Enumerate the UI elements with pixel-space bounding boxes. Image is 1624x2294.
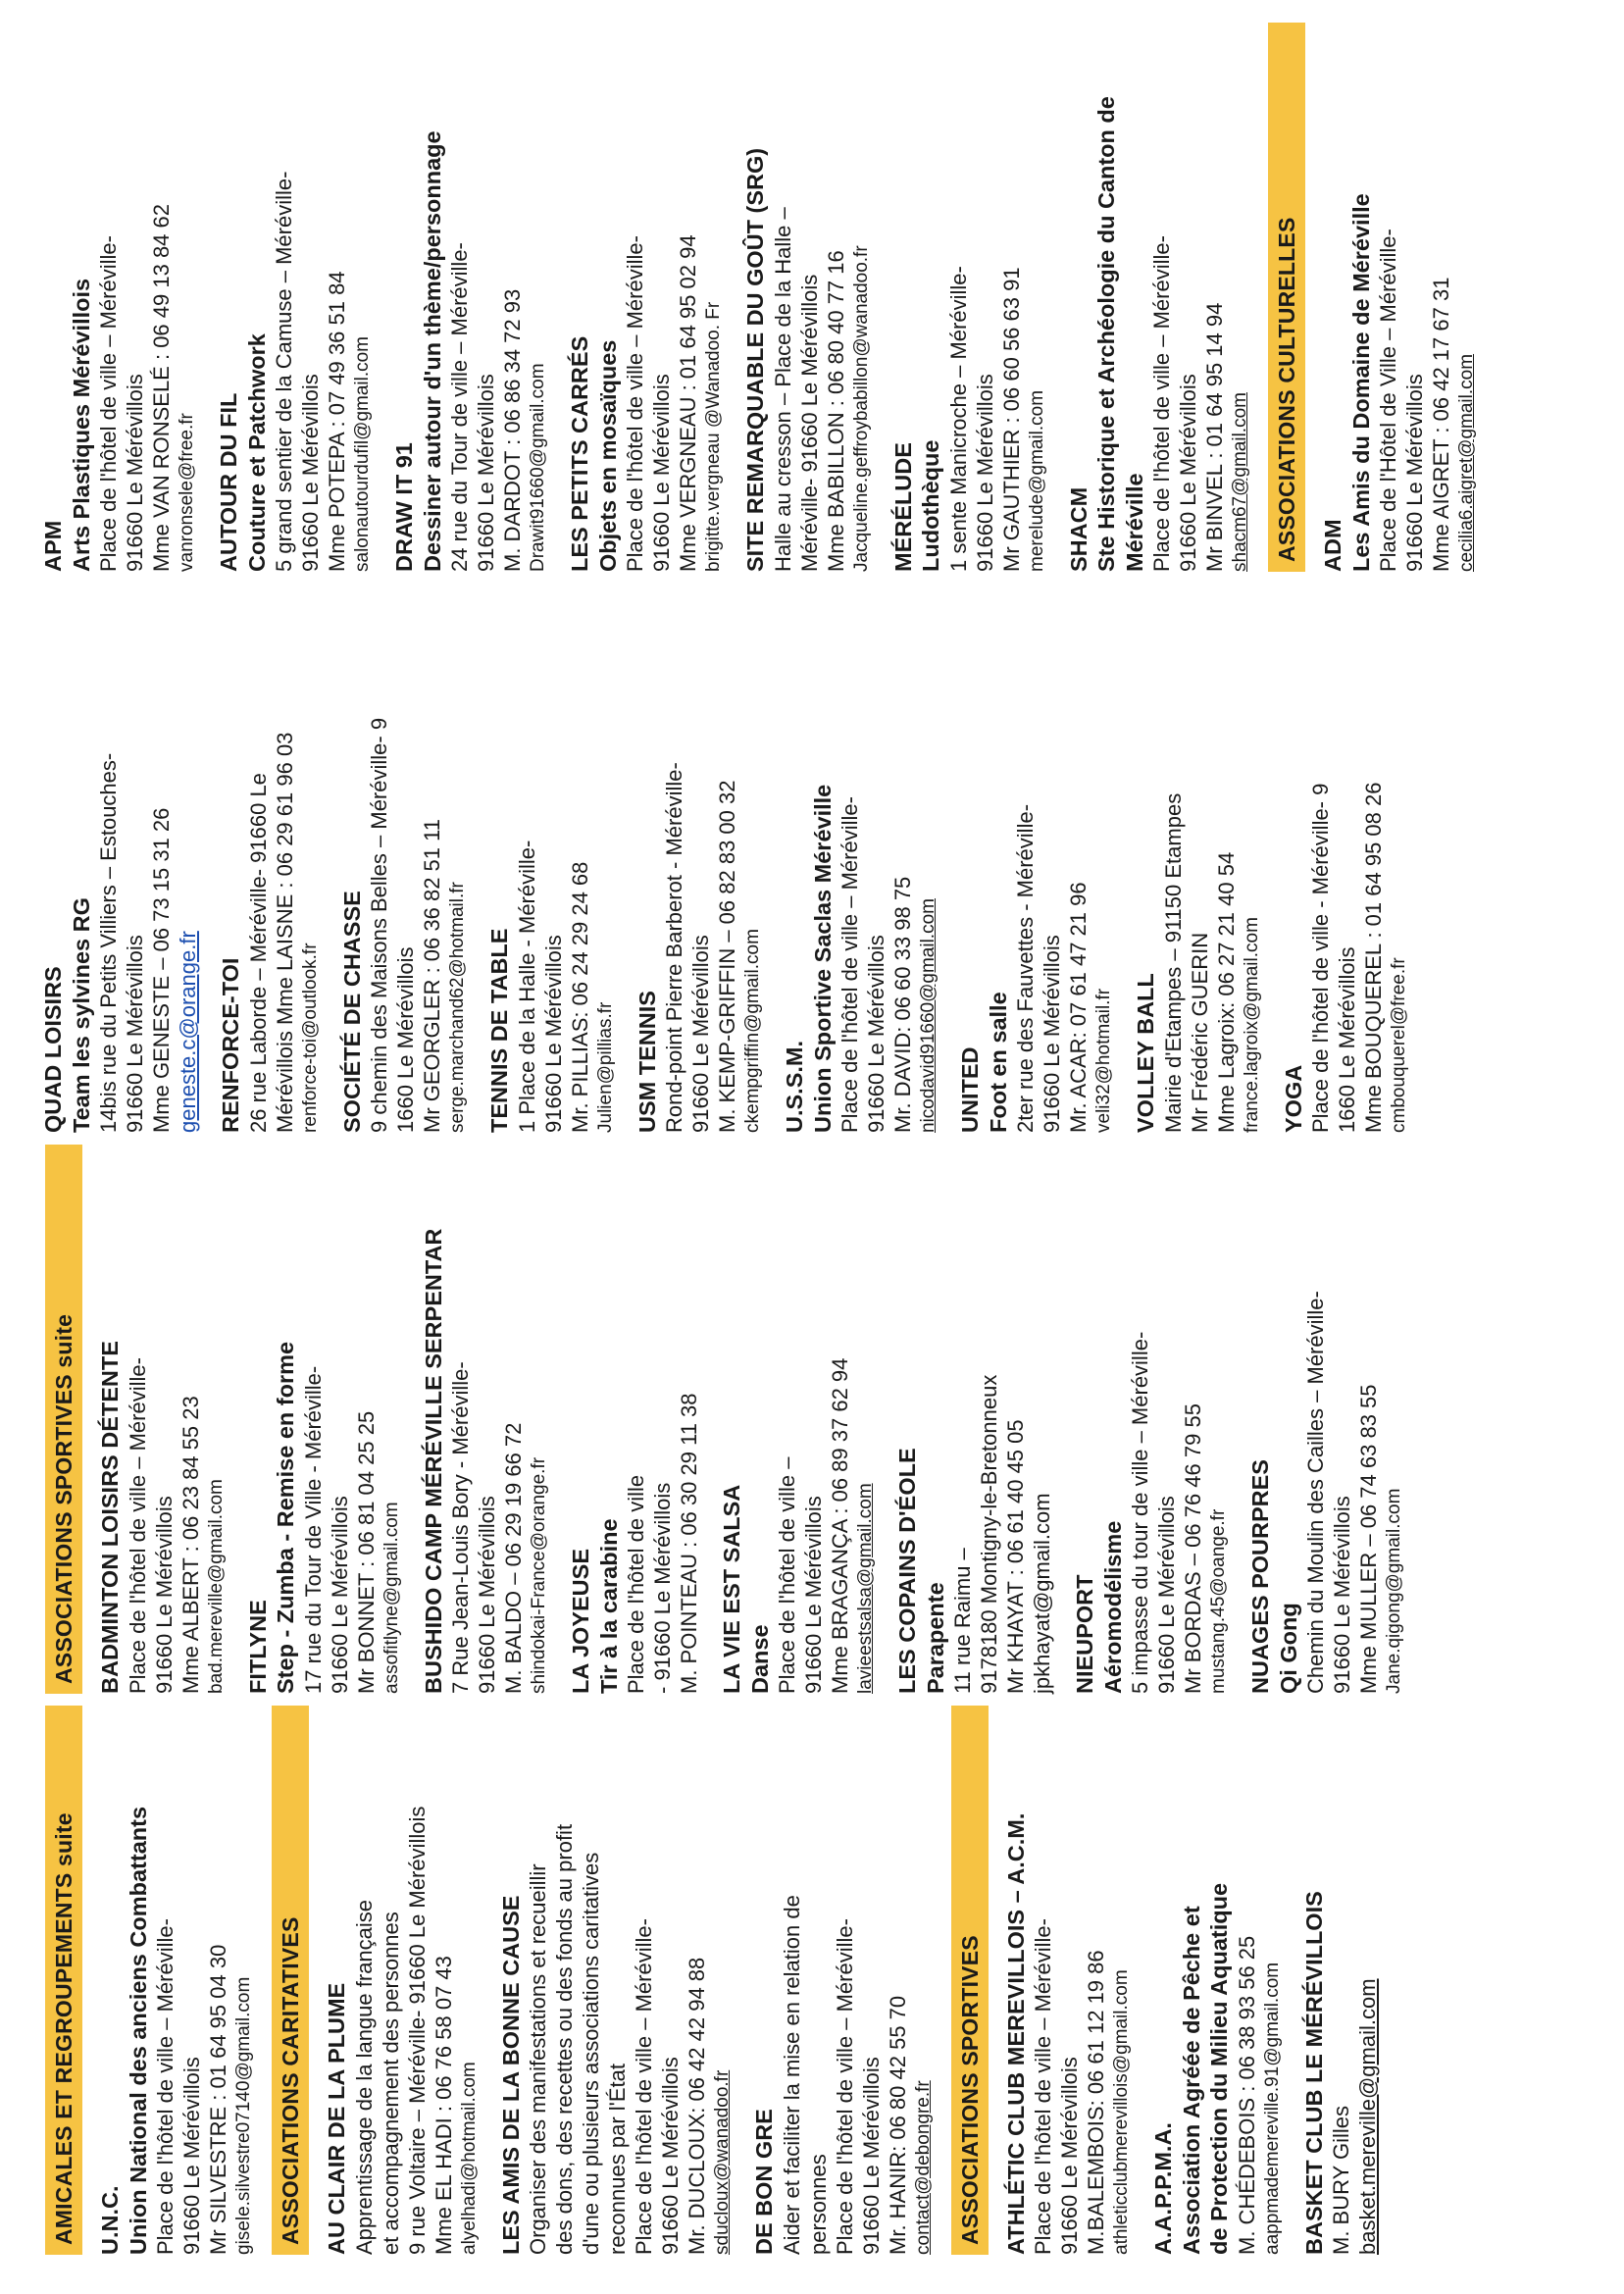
entry-line: 91660 Le Mérévillois bbox=[1176, 374, 1200, 572]
entry-line: 9 rue Voltaire – Méréville- 91660 Le Mérévillois bbox=[404, 1806, 430, 2255]
entry-line: Rond-point Pierre Barberot - Méréville- bbox=[662, 762, 686, 1133]
association-name: UNITED bbox=[957, 1046, 983, 1133]
entry-line: Mme AIGRET : 06 42 17 67 31 bbox=[1429, 277, 1453, 572]
association-name: LES AMIS DE LA BONNE CAUSE bbox=[497, 1895, 524, 2255]
association-name: NUAGES POURPRES bbox=[1247, 1459, 1273, 1694]
email-link[interactable]: nicodavid91660@gmail.com bbox=[918, 898, 939, 1133]
entry-line: reconnues par l'État bbox=[605, 2064, 630, 2255]
association-name: Objets en mosaïques bbox=[594, 339, 621, 572]
association-name: LES COPAINS D'ÉOLE bbox=[894, 1448, 920, 1694]
entry-line: 26 rue Laborde – Méréville- 91660 Le bbox=[245, 773, 271, 1133]
association-name: VOLLEY BALL bbox=[1133, 973, 1158, 1133]
entry-line: 91660 Le Mérévillois bbox=[858, 2057, 884, 2255]
association-entry bbox=[96, 1706, 256, 2255]
association-name: Méréville bbox=[1121, 473, 1147, 572]
entry-line: M. KEMP-GRIFFIN – 06 82 83 00 32 bbox=[715, 780, 739, 1133]
association-name: BADMINTON LOISIRS DÉTENTE bbox=[97, 1341, 123, 1694]
entry-line: 91660 Le Mérévillois bbox=[298, 374, 323, 572]
entry-line: 91660 Le Mérévillois bbox=[688, 935, 713, 1133]
association-name: Aéromodélisme bbox=[1099, 1520, 1126, 1694]
email-link[interactable]: alyelhadi@hotmail.com bbox=[458, 2062, 480, 2255]
association-name: Les Amis du Domaine de Méréville bbox=[1347, 193, 1374, 572]
entry-line: Mr. PILLIAS: 06 24 29 24 68 bbox=[567, 861, 592, 1133]
association-entry bbox=[1246, 1145, 1406, 1694]
entry-line: Mr. HANIR: 06 80 42 55 70 bbox=[885, 1995, 910, 2255]
association-entry bbox=[217, 584, 323, 1133]
association-entry bbox=[718, 1145, 878, 1694]
entry-line: Mme VAN RONSELÉ : 06 49 13 84 62 bbox=[149, 204, 174, 572]
email-link[interactable]: vanronsele@free.fr bbox=[177, 413, 197, 572]
association-name: MÉRÉLUDE bbox=[889, 442, 916, 572]
section-header: ASSOCIATIONS CARITATIVES bbox=[272, 1706, 309, 2255]
entry-line: 5 impasse du tour de ville – Méréville- bbox=[1128, 1331, 1152, 1694]
association-entry bbox=[956, 584, 1116, 1133]
association-name: BASKET CLUB LE MÉRÉVILLOIS bbox=[1300, 1891, 1327, 2255]
email-link[interactable]: brigitte.vergneau @Wanadoo. Fr bbox=[703, 301, 724, 572]
email-link[interactable]: shindokai-France@orange.fr bbox=[529, 1456, 549, 1694]
association-name: Couture et Patchwork bbox=[243, 333, 270, 572]
entry-line: Mme EL HADI : 06 76 58 07 43 bbox=[431, 1956, 456, 2255]
entry-line: 91660 Le Mérévillois bbox=[1330, 1496, 1354, 1694]
entry-line: Place de l'hôtel de ville bbox=[624, 1474, 648, 1694]
entry-line: 91660 Le Mérévillois bbox=[649, 374, 674, 572]
association-name: LES PETITS CARRÉS bbox=[567, 335, 592, 572]
entry-line: Place de l'hôtel de ville – Méréville- bbox=[632, 1918, 656, 2255]
association-name: AUTOUR DU FIL bbox=[216, 392, 241, 572]
email-link[interactable]: salonautourdufil@gmail.com bbox=[352, 335, 373, 572]
entry-line: 91660 Le Mérévillois bbox=[864, 935, 888, 1133]
entry-line: 91660 Le Mérévillois bbox=[475, 1496, 499, 1694]
association-entry bbox=[567, 1145, 702, 1694]
entry-line: d'une ou plusieurs associations caritatives bbox=[579, 1852, 603, 2255]
association-name: DE BON GRE bbox=[751, 2109, 777, 2255]
association-name: APM bbox=[40, 520, 66, 572]
association-entry bbox=[420, 1145, 552, 1694]
email-link[interactable]: veli32@hotmail.fr bbox=[1093, 988, 1114, 1133]
email-link[interactable]: geneste.c@orange.fr bbox=[176, 931, 200, 1133]
entry-line: Mr BINVEL : 01 64 95 14 94 bbox=[1202, 302, 1227, 572]
entry-line: 1 sente Manicroche – Méréville- bbox=[945, 266, 971, 572]
entry-line: Place de l'hôtel de ville – Méréville- bbox=[1031, 1918, 1055, 2255]
entry-line: 7 Rue Jean-Louis Bory - Méréville- bbox=[448, 1361, 473, 1694]
email-link[interactable]: sducloux@wanadoo.fr bbox=[712, 2069, 733, 2255]
entry-line: 91660 Le Mérévillois bbox=[1402, 374, 1427, 572]
association-entry bbox=[1280, 584, 1412, 1133]
entry-line: 91660 Le Mérévillois bbox=[658, 2057, 683, 2255]
association-name: Ludothèque bbox=[918, 439, 943, 572]
entry-line: 1660 Le Mérévillois bbox=[393, 946, 418, 1133]
entry-line: 9 chemin des Maisons Belles – Méréville- 9 bbox=[367, 717, 391, 1133]
association-entry bbox=[1319, 23, 1479, 572]
email-link[interactable]: cmbouquerel@free.fr bbox=[1389, 957, 1409, 1133]
entry-line: Mme ALBERT : 06 23 84 55 23 bbox=[178, 1396, 203, 1694]
entry-line: Mr GEORGLER : 06 36 82 51 11 bbox=[420, 819, 444, 1133]
entry-line: 2ter rue des Fauvettes - Méréville- bbox=[1013, 803, 1038, 1133]
email-link[interactable]: athleticclubmerevillois@gmail.com bbox=[1111, 1969, 1132, 2255]
email-link[interactable]: Jacqueline.geffroybabillon@wanadoo.fr bbox=[850, 245, 872, 572]
association-entry bbox=[750, 1706, 936, 2255]
entry-line: 91660 Le Mérévillois bbox=[1057, 2057, 1082, 2255]
entry-line: 91660 Le Mérévillois bbox=[123, 935, 147, 1133]
association-entry bbox=[39, 584, 201, 1133]
entry-line: Place de l'hôtel de ville – Méréville- bbox=[153, 1918, 178, 2255]
email-link[interactable]: bad.mereville@gmail.com bbox=[205, 1479, 227, 1694]
association-entry bbox=[96, 1145, 228, 1694]
entry-line: Méréville- 91660 Le Mérévillois bbox=[796, 274, 822, 572]
entry-line: 91660 Le Mérévillois bbox=[123, 374, 147, 572]
association-name: Foot en salle bbox=[985, 992, 1011, 1133]
association-entry bbox=[889, 23, 1049, 572]
email-link[interactable]: Jane.qigong@gmail.com bbox=[1384, 1488, 1404, 1694]
entry-line: 91660 Le Mérévillois bbox=[972, 374, 997, 572]
email-link[interactable]: shacm67@gmail.com bbox=[1230, 392, 1250, 572]
entry-line: Mr SILVESTRE : 01 64 95 04 30 bbox=[206, 1944, 230, 2255]
association-name: LA JOYEUSE bbox=[568, 1549, 593, 1694]
entry-line: Place de l'hôtel de ville – bbox=[775, 1456, 799, 1694]
association-name: SHACM bbox=[1065, 486, 1091, 572]
entry-line: 91660 Le Mérévillois bbox=[1154, 1496, 1179, 1694]
entry-line: M. DARDOT : 06 86 34 72 93 bbox=[500, 288, 525, 572]
email-link[interactable]: serge.marchand62@hotmail.fr bbox=[447, 882, 468, 1133]
column-3 bbox=[39, 584, 1427, 1133]
email-link[interactable]: mustang.45@oange.fr bbox=[1208, 1508, 1229, 1694]
association-name: Arts Plastiques Mérévillois bbox=[68, 278, 94, 572]
association-entry bbox=[485, 584, 618, 1133]
association-entry bbox=[741, 23, 874, 572]
association-entry bbox=[566, 23, 726, 572]
section-header: ASSOCIATIONS SPORTIVES bbox=[951, 1706, 989, 2255]
association-name: QUAD LOISIRS bbox=[40, 966, 66, 1133]
association-name: Association Agréée de Pêche et bbox=[1178, 1906, 1204, 2255]
association-name: SITE REMARQUABLE DU GOÛT (SRG) bbox=[742, 147, 768, 572]
association-name: U.N.C. bbox=[97, 2185, 123, 2255]
email-link[interactable]: Drawit91660@gmail.com bbox=[528, 363, 548, 572]
association-name: Step - Zumba - Remise en forme bbox=[273, 1341, 298, 1694]
entry-line: Chemin du Moulin des Cailles – Méréville- bbox=[1303, 1291, 1328, 1694]
entry-line: 1660 Le Mérévillois bbox=[1335, 946, 1359, 1133]
association-entry bbox=[39, 23, 199, 572]
email-link[interactable]: basket.mereville@gmail.com bbox=[1355, 1978, 1380, 2255]
entry-line: Aider et faciliter la mise en relation de bbox=[779, 1895, 804, 2255]
email-link[interactable]: Julien@pillias.fr bbox=[594, 1001, 616, 1133]
entry-line: Mérévillois Mme LAISNE : 06 29 61 96 03 bbox=[272, 732, 297, 1133]
email-link[interactable]: gisele.silvestre07140@gmail.com bbox=[233, 1976, 254, 2255]
association-name: Tir à la carabine bbox=[595, 1518, 622, 1694]
association-entry bbox=[1071, 1145, 1231, 1694]
association-name: A.A.P.P.M.A. bbox=[1150, 2122, 1176, 2255]
entry-line: - 91660 Le Mérévillois bbox=[650, 1482, 675, 1694]
entry-line: Apprentissage de la langue française bbox=[351, 1899, 377, 2255]
association-name: FITLYNE bbox=[244, 1600, 271, 1694]
email-link[interactable]: renforce-toi@outlook.fr bbox=[299, 943, 321, 1133]
entry-line: Place de l'hôtel de ville – Méréville- bbox=[96, 235, 121, 572]
entry-line: Mme Lagroix: 06 27 21 40 54 bbox=[1213, 851, 1239, 1133]
entry-line: Mr GAUTHIER : 06 60 56 63 91 bbox=[998, 267, 1024, 572]
association-entry bbox=[338, 584, 471, 1133]
entry-line: Place de l'hôtel de ville – Méréville- bbox=[623, 235, 647, 572]
entry-line: M.BALEMBOIS: 06 61 12 19 86 bbox=[1084, 1950, 1108, 2255]
association-entry bbox=[244, 1145, 404, 1694]
association-entry bbox=[1065, 23, 1253, 572]
entry-line: Mme BABILLON : 06 80 40 77 16 bbox=[823, 250, 848, 572]
entry-line: Mr BONNET : 06 81 04 25 25 bbox=[353, 1410, 379, 1694]
association-name: SOCIÉTÉ DE CHASSE bbox=[338, 891, 365, 1133]
column-2 bbox=[39, 1145, 1422, 1694]
entry-line: personnes bbox=[805, 2154, 831, 2255]
entry-line: 24 rue du Tour de ville – Méréville- bbox=[447, 242, 472, 572]
entry-line: Mr BORDAS – 06 76 46 79 55 bbox=[1181, 1403, 1205, 1694]
association-entry bbox=[497, 1706, 736, 2255]
entry-line: Organiser des manifestations et recueillir bbox=[526, 1863, 550, 2255]
association-name: U.S.S.M. bbox=[782, 1040, 807, 1133]
entry-line: 91660 Le Mérévillois bbox=[179, 2057, 204, 2255]
association-name: NIEUPORT bbox=[1072, 1574, 1097, 1694]
entry-line: 91660 Le Mérévillois bbox=[474, 374, 498, 572]
association-name: Ste Historique et Archéologie du Canton de bbox=[1093, 96, 1119, 572]
association-entry bbox=[323, 1706, 482, 2255]
association-name: Union National des anciens Combattants bbox=[125, 1806, 151, 2255]
email-link[interactable]: merelude@gmail.com bbox=[1026, 389, 1047, 572]
entry-line: 11 rue Raimu – bbox=[950, 1548, 975, 1694]
entry-line: Mr. DUCLOUX: 06 42 42 94 88 bbox=[685, 1957, 709, 2255]
entry-line: M. BALDO – 06 29 19 66 72 bbox=[501, 1422, 526, 1694]
entry-line: 91660 Le Mérévillois bbox=[801, 1496, 826, 1694]
email-link[interactable]: ckempgriffin@gmail.com bbox=[742, 929, 763, 1133]
entry-line: 5 grand sentier de la Camuse – Méréville- bbox=[272, 171, 296, 572]
association-entry bbox=[390, 23, 550, 572]
association-entry bbox=[215, 23, 375, 572]
entry-line: Mr. DAVID: 06 60 33 98 75 bbox=[890, 876, 915, 1133]
entry-line: Mairie d'Etampes – 91150 Etampes bbox=[1160, 792, 1186, 1133]
association-entry bbox=[781, 584, 940, 1133]
association-name: LA VIE EST SALSA bbox=[719, 1484, 744, 1694]
association-name: TENNIS DE TABLE bbox=[486, 928, 512, 1133]
entry-line: des dons, des recettes ou des fonds au profit bbox=[552, 1823, 577, 2255]
entry-line: Mme GENESTE – 06 73 15 31 26 bbox=[149, 807, 174, 1133]
entry-line: 14bis rue du Petits Villiers – Estouches- bbox=[96, 752, 121, 1133]
entry-line: 91660 Le Mérévillois bbox=[327, 1496, 352, 1694]
entry-line: Place de l'hôtel de ville – Méréville- bbox=[837, 796, 862, 1133]
section-header: AMICALES ET REGROUPEMENTS suite bbox=[45, 1706, 82, 2255]
association-entry bbox=[1002, 1706, 1135, 2255]
association-name: RENFORCE-TOI bbox=[218, 957, 243, 1133]
entry-line: 9178180 Montigny-le-Bretonneux bbox=[977, 1374, 1001, 1694]
entry-line: Place de l'Hôtel de Ville – Méréville- bbox=[1376, 229, 1400, 572]
association-name: BUSHIDO CAMP MÉRÉVILLE SERPENTAR bbox=[420, 1228, 446, 1694]
email-link[interactable]: jpkhayat@gmail.com bbox=[1030, 1493, 1054, 1694]
entry-line: Mme BRAGANÇA : 06 89 37 62 94 bbox=[828, 1357, 852, 1694]
entry-line: Place de l'hôtel de ville – Méréville- bbox=[125, 1357, 150, 1694]
entry-line: Mme POTEPA : 07 49 36 51 84 bbox=[325, 271, 349, 572]
email-link[interactable]: aappmademereville.91@gmail.com bbox=[1261, 1962, 1283, 2255]
association-entry bbox=[1149, 1706, 1285, 2255]
entry-line: Place de l'hôtel de ville – Méréville- bbox=[1149, 235, 1174, 572]
section-header: ASSOCIATIONS SPORTIVES suite bbox=[45, 1145, 82, 1694]
association-name: YOGA bbox=[1280, 1064, 1306, 1133]
entry-line: Halle au cresson – Place de la Halle – bbox=[770, 207, 795, 572]
association-entry bbox=[634, 584, 766, 1133]
association-name: Parapente bbox=[922, 1582, 948, 1694]
association-entry bbox=[1300, 1706, 1382, 2255]
association-entry bbox=[893, 1145, 1055, 1694]
entry-line: Mme VERGNEAU : 01 64 95 02 94 bbox=[676, 234, 700, 572]
entry-line: M. POINTEAU : 06 30 29 11 38 bbox=[677, 1393, 701, 1694]
section-header: ASSOCIATIONS CULTURELLES bbox=[1268, 23, 1305, 572]
entry-line: M. BURY Gilles bbox=[1329, 2105, 1353, 2255]
association-name: USM TENNIS bbox=[634, 991, 660, 1133]
association-name: Danse bbox=[746, 1624, 773, 1694]
association-name: Dessiner autour d'un thème/personnage bbox=[419, 130, 445, 572]
column-1 bbox=[39, 1706, 1396, 2255]
email-link[interactable]: contact@debongre.fr bbox=[912, 2080, 934, 2255]
entry-line: 91660 Le Mérévillois bbox=[1040, 935, 1064, 1133]
entry-line: Mr Frédéric GUERIN bbox=[1187, 932, 1212, 1133]
association-name: DRAW IT 91 bbox=[391, 442, 417, 572]
email-link[interactable]: france.lagroix@gmail.com bbox=[1241, 917, 1262, 1133]
entry-line: 17 rue du Tour de Ville - Méréville- bbox=[300, 1365, 326, 1694]
association-entry bbox=[1132, 584, 1264, 1133]
association-name: Team les sylvines RG bbox=[68, 897, 94, 1133]
email-link[interactable]: cecilia6.aigret@gmail.com bbox=[1456, 353, 1477, 572]
association-name: ATHLÉTIC CLUB MEREVILLOIS – A.C.M. bbox=[1002, 1812, 1029, 2255]
association-name: Union Sportive Saclas Méréville bbox=[809, 784, 836, 1133]
entry-line: 91660 Le Mérévillois bbox=[540, 935, 566, 1133]
association-name: Qi Gong bbox=[1275, 1603, 1301, 1694]
email-link[interactable]: assofitlyne@gmail.com bbox=[381, 1502, 402, 1694]
entry-line: Mr KHAYAT : 06 61 40 45 05 bbox=[1003, 1419, 1028, 1694]
association-name: AU CLAIR DE LA PLUME bbox=[324, 1982, 349, 2255]
entry-line: Place de l'hôtel de ville - Méréville- 9 bbox=[1308, 783, 1333, 1133]
entry-line: M. CHÉDEBOIS : 06 38 93 56 25 bbox=[1234, 1935, 1259, 2255]
column-4 bbox=[39, 23, 1495, 572]
entry-line: Mr. ACAR: 07 61 47 21 96 bbox=[1066, 882, 1091, 1133]
entry-line: 1 Place de la Halle - Méréville- bbox=[514, 840, 539, 1133]
entry-line: et accompagnement des personnes bbox=[378, 1912, 403, 2255]
entry-line: Mme BOUQUEREL : 01 64 95 08 26 bbox=[1361, 782, 1386, 1133]
association-name: ADM bbox=[1320, 519, 1345, 572]
email-link[interactable]: lavieestsalsa@gmail.com bbox=[855, 1483, 876, 1694]
entry-line: Mme MULLER – 06 74 63 83 55 bbox=[1356, 1384, 1381, 1694]
association-name: de Protection du Milieu Aquatique bbox=[1206, 1882, 1232, 2255]
entry-line: 91660 Le Mérévillois bbox=[151, 1496, 177, 1694]
entry-line: Place de l'hôtel de ville – Méréville- bbox=[832, 1918, 857, 2255]
